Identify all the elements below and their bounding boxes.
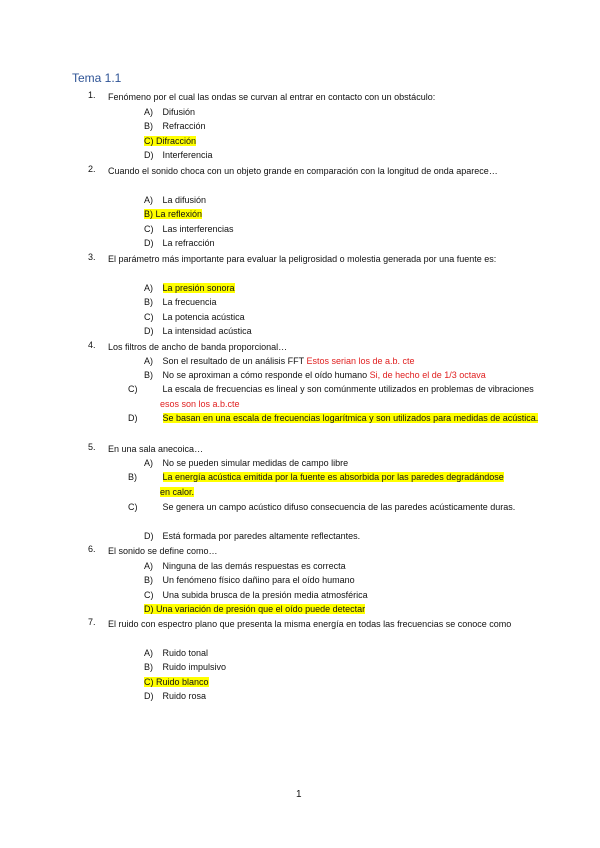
question-number: 6. bbox=[88, 544, 96, 554]
option-text: Refracción bbox=[162, 121, 206, 131]
option-text: Ninguna de las demás respuestas es correcta bbox=[162, 561, 346, 571]
option-b-correct bbox=[144, 207, 539, 222]
option-text: La potencia acústica bbox=[162, 312, 245, 322]
option-text: La frecuencia bbox=[162, 297, 217, 307]
question-text: El sonido se define como… bbox=[108, 546, 218, 556]
annotation-note: Estos serian los de a.b. cte bbox=[306, 356, 415, 366]
option-label: B) bbox=[144, 575, 153, 585]
question-text: Los filtros de ancho de banda proporcional… bbox=[108, 342, 288, 352]
question-number: 1. bbox=[88, 90, 96, 100]
option-label: A) bbox=[144, 648, 153, 658]
option-label: D) bbox=[144, 238, 154, 248]
option-label: A) bbox=[144, 283, 153, 293]
option-label: D) bbox=[144, 150, 154, 160]
option-label: C) bbox=[128, 502, 138, 512]
question-text: Fenómeno por el cual las ondas se curvan al entrar en contacto con un obstáculo: bbox=[108, 92, 436, 102]
option-c-correct bbox=[144, 134, 539, 149]
option-c bbox=[144, 310, 539, 325]
option-d bbox=[144, 689, 539, 704]
option-text: Una variación de presión que el oído puede detectar bbox=[156, 604, 366, 614]
annotation-note: Si, de hecho el de 1/3 octava bbox=[369, 370, 486, 380]
option-c bbox=[128, 382, 555, 411]
option-c bbox=[144, 588, 539, 603]
option-label: B) bbox=[144, 121, 153, 131]
option-d bbox=[144, 529, 539, 544]
option-c bbox=[128, 500, 550, 515]
option-a bbox=[144, 559, 539, 574]
question-text: El ruido con espectro plano que presenta la misma energía en todas las frecuencias se conoce como bbox=[108, 619, 512, 629]
option-a bbox=[144, 105, 539, 120]
option-text: Ruido impulsivo bbox=[162, 662, 227, 672]
option-text: Ruido rosa bbox=[162, 691, 207, 701]
option-text: La reflexión bbox=[155, 209, 203, 219]
option-label: A) bbox=[144, 107, 153, 117]
option-text: La energía acústica emitida por la fuente es absorbida por las paredes degradándose en calor. bbox=[160, 472, 504, 497]
option-text: Ruido tonal bbox=[162, 648, 209, 658]
question-number: 7. bbox=[88, 617, 96, 627]
option-text: La escala de frecuencias es lineal y son comúnmente utilizados en problemas de vibraciones bbox=[162, 384, 534, 394]
option-label: B) bbox=[144, 297, 153, 307]
option-d bbox=[144, 148, 539, 163]
section-title: Tema 1.1 bbox=[72, 71, 122, 85]
question-text: En una sala anecoica… bbox=[108, 444, 204, 454]
option-d-correct bbox=[128, 411, 555, 426]
option-label: B) bbox=[144, 370, 153, 380]
option-label: B) bbox=[144, 662, 153, 672]
option-label: C) bbox=[144, 224, 154, 234]
question-number: 2. bbox=[88, 164, 96, 174]
option-label: A) bbox=[144, 356, 153, 366]
option-text: Se basan en una escala de frecuencias logarítmica y son utilizados para medidas de acústica. bbox=[162, 413, 539, 423]
option-text: Interferencia bbox=[162, 150, 213, 160]
page-number: 1 bbox=[296, 789, 302, 800]
option-b bbox=[144, 573, 539, 588]
option-label: C) bbox=[128, 384, 138, 394]
option-c-correct bbox=[144, 675, 539, 690]
option-a bbox=[144, 456, 539, 471]
option-label: A) bbox=[144, 195, 153, 205]
question-number: 3. bbox=[88, 252, 96, 262]
option-label: D) bbox=[144, 326, 154, 336]
option-a bbox=[144, 354, 539, 369]
option-label: D) bbox=[128, 413, 138, 423]
option-text: No se pueden simular medidas de campo libre bbox=[162, 458, 349, 468]
option-label: C) bbox=[144, 677, 154, 687]
option-text: La refracción bbox=[162, 238, 215, 248]
option-text: La difusión bbox=[162, 195, 207, 205]
option-b bbox=[144, 368, 539, 383]
option-label: C) bbox=[144, 136, 154, 146]
option-c bbox=[144, 222, 539, 237]
option-d bbox=[144, 324, 539, 339]
option-label: D) bbox=[144, 531, 154, 541]
option-b bbox=[144, 119, 539, 134]
question-text: Cuando el sonido choca con un objeto grande en comparación con la longitud de onda aparece… bbox=[108, 166, 498, 176]
question-number: 4. bbox=[88, 340, 96, 350]
option-label: A) bbox=[144, 561, 153, 571]
option-text: Difracción bbox=[156, 136, 197, 146]
option-text: Difusión bbox=[162, 107, 196, 117]
option-d bbox=[144, 236, 539, 251]
question-text: El parámetro más importante para evaluar la peligrosidad o molestia generada por una fuente es: bbox=[108, 254, 497, 264]
option-text: Está formada por paredes altamente reflectantes. bbox=[162, 531, 361, 541]
annotation-note: esos son los a.b.cte bbox=[160, 398, 240, 409]
option-label: B) bbox=[128, 472, 137, 482]
option-text: Ruido blanco bbox=[156, 677, 209, 687]
option-b bbox=[144, 660, 539, 675]
option-text: Un fenómeno físico dañino para el oído humano bbox=[162, 575, 355, 585]
option-a bbox=[144, 193, 539, 208]
option-label: C) bbox=[144, 590, 154, 600]
option-b-correct bbox=[128, 470, 505, 499]
option-a bbox=[144, 646, 539, 661]
option-a-correct bbox=[144, 281, 539, 296]
option-text: La presión sonora bbox=[162, 283, 235, 293]
option-text: No se aproximan a cómo responde el oído humano bbox=[162, 370, 368, 380]
option-text: Una subida brusca de la presión media atmosférica bbox=[162, 590, 368, 600]
option-text: Se genera un campo acústico difuso consecuencia de las paredes acústicamente duras. bbox=[162, 502, 516, 512]
option-text: La intensidad acústica bbox=[162, 326, 252, 336]
option-d-correct bbox=[144, 602, 539, 617]
question-number: 5. bbox=[88, 442, 96, 452]
option-text: Las interferencias bbox=[162, 224, 234, 234]
option-label: A) bbox=[144, 458, 153, 468]
option-b bbox=[144, 295, 539, 310]
option-text: Son el resultado de un análisis FFT bbox=[162, 356, 304, 366]
option-label: D) bbox=[144, 604, 154, 614]
option-label: C) bbox=[144, 312, 154, 322]
option-label: B) bbox=[144, 209, 153, 219]
option-label: D) bbox=[144, 691, 154, 701]
